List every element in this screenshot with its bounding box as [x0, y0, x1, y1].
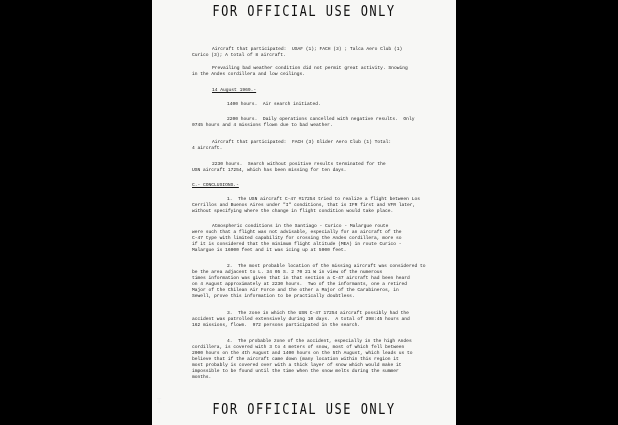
document-page — [152, 0, 456, 425]
text-line: believe that if the aircraft came down (many location within this region it — [192, 357, 399, 362]
text-line: cordillera, is covered with 3 to 4 meters of snow, most of which fell between — [192, 345, 405, 350]
text-line: 2200 hours. Daily operations cancelled with negative results. Only — [227, 117, 415, 122]
text-line: on 4 August approximately at 2230 hours. Two of the informants, one a retired — [192, 282, 408, 287]
text-line: impossible to be found until the time when the snow melts during the summer — [192, 369, 399, 374]
text-line: if it is considered that the minimum flight altitude (MEA) in route Curico - — [192, 242, 402, 247]
text-line: most probably is covered over with a thick layer of snow which would make it — [192, 363, 402, 368]
text-line: were such that a flight was not advisable, especially for an aircraft of the — [192, 230, 402, 235]
text-line: 3. The zone in which the USN C-47 17254 aircraft possibly had the — [227, 311, 409, 316]
text-line: Sewell, prove this information to be practically doubtless. — [192, 294, 355, 299]
section-heading: C.- CONCLUSIONS.- — [192, 183, 239, 188]
text-line: Major of the Chilean Air Force and the other a Major of the Carabineros, in — [192, 288, 399, 293]
classification-header: FOR OFFICIAL USE ONLY — [212, 2, 396, 20]
text-line: Atmospheric conditions in the Santiago - Curico - Malargue route — [212, 224, 389, 229]
text-line: USN aircraft 17254, which has been missing for ten days. — [192, 168, 347, 173]
text-line: 2230 hours. Search without positive results terminated for the — [212, 162, 386, 167]
text-line: accident was patrolled extensively during 10 days. A total of 398:45 hours and — [192, 317, 410, 322]
margin-mark: T — [157, 397, 162, 405]
text-line: C-47 type with limited capability for crossing the Andes cordillera, more so — [192, 236, 402, 241]
text-line: Aircraft that participated: FACH (3) Glider Aero Club (1) Total: — [212, 140, 392, 145]
text-line: 4. The probable zone of the accident, especially in the high Andes — [227, 339, 412, 344]
text-line: Curico (3); A total of 8 aircraft. — [192, 53, 286, 58]
text-line: months. — [192, 375, 212, 380]
text-line: 2. The most probable location of the missing aircraft was considered to — [227, 264, 426, 269]
text-line: Prevailing bad weather condition did not permit great activity. Snowing — [212, 66, 408, 71]
text-line: times information was given that in that section a C-47 aircraft had been heard — [192, 276, 410, 281]
text-line: Malargue is 16000 feet and it was icing up at 5000 feet. — [192, 248, 347, 253]
text-line: 1400 hours. Air search initiated. — [227, 102, 321, 107]
text-line: without specifying where the change in flight condition would take place. — [192, 209, 394, 214]
text-line: Cerrillos and Buenos Aires under "I" conditions, that is IFR first and VFR later, — [192, 203, 416, 208]
classification-footer: FOR OFFICIAL USE ONLY — [212, 400, 396, 418]
text-line: 1. The USN aircraft C-47 #17254 tried to realize a flight between Los — [227, 197, 420, 202]
text-line: in the Andes cordillera and low ceilings. — [192, 72, 306, 77]
text-line: 4 aircraft. — [192, 146, 223, 151]
text-line: 2000 hours on the 4th August and 1400 hours on the 5th August, which leads us to — [192, 351, 413, 356]
text-line: be the area adjacent to L. 34 05 S. 2 70 21 W in view of the numerous — [192, 270, 383, 275]
text-line: 0745 hours and 4 missions flown due to bad weather. — [192, 123, 333, 128]
text-line: Aircraft that participated: USAF (1); FACH (3) ; Talca Aero Club (1) — [212, 47, 403, 52]
date-heading: 14 August 1969.- — [212, 88, 257, 93]
text-line: 162 missions, flown. 972 persons participated in the search. — [192, 323, 361, 328]
